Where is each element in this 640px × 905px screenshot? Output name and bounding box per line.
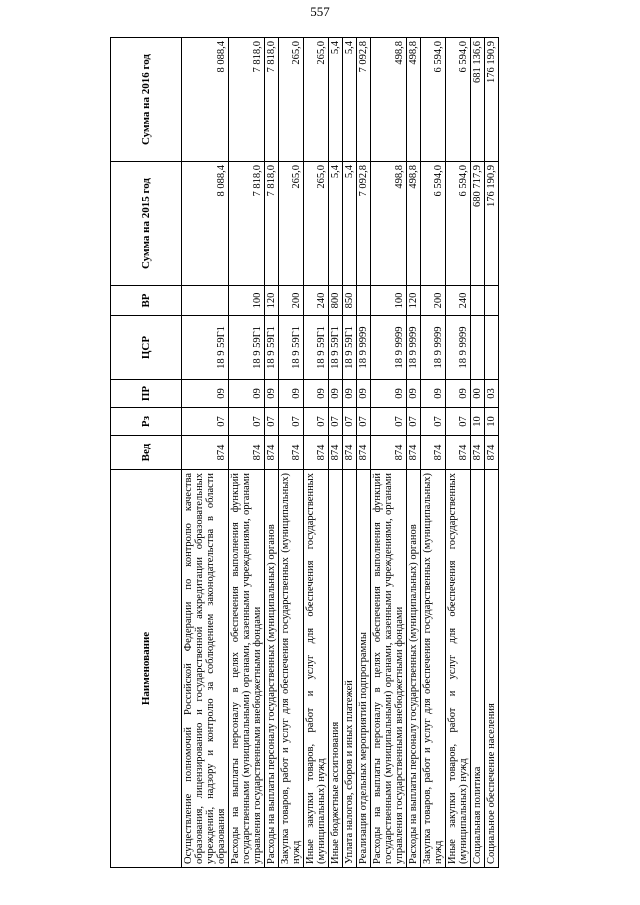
table-row	[357, 38, 371, 868]
cell-rz: 07	[343, 408, 357, 436]
cell-ved: 874	[279, 436, 304, 470]
cell-pr: 09	[421, 380, 446, 408]
cell-name: Иные закупки товаров, работ и услуг для обеспечения государственных (муниципальных) нужд	[304, 470, 329, 868]
cell-name: Расходы на выплаты персоналу в целях обеспечения выполнения функций государственными (муниципальными) органами, казенными учреждениями, органами управления государственными внебюджетными фондами	[229, 470, 265, 868]
cell-ved: 874	[421, 436, 446, 470]
cell-name: Расходы на выплаты персоналу в целях обеспечения выполнения функций государственными (муниципальными) органами, казенными учреждениями, органами управления государственными внебюджетными фондами	[371, 470, 407, 868]
cell-sum-2016: 681 136,6	[471, 38, 485, 162]
cell-csr: 18 9 59Г1	[229, 316, 265, 380]
budget-table	[110, 37, 499, 868]
cell-sum-2015: 7 818,0	[229, 162, 265, 286]
cell-pr: 09	[329, 380, 343, 408]
cell-csr: 18 9 9999	[446, 316, 471, 380]
table-row	[471, 38, 485, 868]
cell-rz: 10	[485, 408, 499, 436]
cell-name: Закупка товаров, работ и услуг для обеспечения государственных (муниципальных) нужд	[279, 470, 304, 868]
cell-csr: 18 9 9999	[421, 316, 446, 380]
cell-csr: 18 9 59Г1	[279, 316, 304, 380]
cell-rz: 07	[229, 408, 265, 436]
cell-vr: 240	[446, 286, 471, 316]
cell-rz: 07	[407, 408, 421, 436]
cell-vr: 100	[229, 286, 265, 316]
cell-ved: 874	[182, 436, 229, 470]
cell-name: Закупка товаров, работ и услуг для обеспечения государственных (муниципальных) нужд	[421, 470, 446, 868]
cell-sum-2016: 8 088,4	[182, 38, 229, 162]
cell-name: Расходы на выплаты персоналу государственных (муниципальных) органов	[265, 470, 279, 868]
table-row	[182, 38, 229, 868]
cell-ved: 874	[446, 436, 471, 470]
cell-rz: 07	[371, 408, 407, 436]
table-row	[446, 38, 471, 868]
cell-sum-2015: 7 818,0	[265, 162, 279, 286]
cell-sum-2016: 5,4	[329, 38, 343, 162]
cell-sum-2015: 8 088,4	[182, 162, 229, 286]
cell-name: Расходы на выплаты персоналу государственных (муниципальных) органов	[407, 470, 421, 868]
cell-vr: 200	[279, 286, 304, 316]
cell-sum-2016: 6 594,0	[421, 38, 446, 162]
cell-rz: 07	[279, 408, 304, 436]
table-row	[265, 38, 279, 868]
cell-ved: 874	[357, 436, 371, 470]
cell-vr	[182, 286, 229, 316]
cell-pr: 09	[265, 380, 279, 408]
cell-name: Социальная политика	[471, 470, 485, 868]
cell-vr: 200	[421, 286, 446, 316]
cell-sum-2015: 265,0	[279, 162, 304, 286]
cell-ved: 874	[407, 436, 421, 470]
cell-sum-2016: 498,8	[407, 38, 421, 162]
cell-sum-2015: 680 717,9	[471, 162, 485, 286]
header-vr: ВР	[111, 286, 182, 316]
cell-sum-2015: 498,8	[407, 162, 421, 286]
table-row	[407, 38, 421, 868]
table-header-row	[111, 38, 182, 868]
cell-sum-2016: 6 594,0	[446, 38, 471, 162]
cell-rz: 07	[329, 408, 343, 436]
cell-pr: 09	[279, 380, 304, 408]
cell-sum-2015: 176 190,9	[485, 162, 499, 286]
header-ved: Вед	[111, 436, 182, 470]
cell-sum-2015: 7 092,8	[357, 162, 371, 286]
cell-sum-2016: 5,4	[343, 38, 357, 162]
cell-ved: 874	[343, 436, 357, 470]
cell-csr: 18 9 59Г1	[182, 316, 229, 380]
cell-csr: 18 9 9999	[357, 316, 371, 380]
cell-csr: 18 9 9999	[371, 316, 407, 380]
cell-name: Иные закупки товаров, работ и услуг для обеспечения государственных (муниципальных) нужд	[446, 470, 471, 868]
table-row	[229, 38, 265, 868]
cell-rz: 07	[304, 408, 329, 436]
table-row	[304, 38, 329, 868]
cell-pr: 09	[343, 380, 357, 408]
rotated-table-container	[110, 38, 550, 868]
cell-pr: 09	[182, 380, 229, 408]
table-row	[485, 38, 499, 868]
cell-vr: 100	[371, 286, 407, 316]
cell-csr: 18 9 9999	[407, 316, 421, 380]
cell-pr: 09	[371, 380, 407, 408]
cell-vr: 120	[407, 286, 421, 316]
cell-pr: 09	[229, 380, 265, 408]
cell-csr	[471, 316, 485, 380]
cell-sum-2016: 7 818,0	[229, 38, 265, 162]
cell-name: Иные бюджетные ассигнования	[329, 470, 343, 868]
cell-rz: 10	[471, 408, 485, 436]
header-sum-2016: Сумма на 2016 год	[111, 38, 182, 162]
cell-sum-2015: 5,4	[329, 162, 343, 286]
cell-sum-2016: 265,0	[279, 38, 304, 162]
cell-sum-2015: 5,4	[343, 162, 357, 286]
cell-csr: 18 9 59Г1	[304, 316, 329, 380]
cell-csr: 18 9 59Г1	[265, 316, 279, 380]
cell-vr: 850	[343, 286, 357, 316]
cell-pr: 03	[485, 380, 499, 408]
table-row	[371, 38, 407, 868]
cell-name: Уплата налогов, сборов и иных платежей	[343, 470, 357, 868]
table-row	[421, 38, 446, 868]
cell-ved: 874	[229, 436, 265, 470]
header-rz: Рз	[111, 408, 182, 436]
header-pr: ПР	[111, 380, 182, 408]
cell-sum-2015: 6 594,0	[421, 162, 446, 286]
page-number: 557	[310, 4, 330, 19]
table-row	[279, 38, 304, 868]
cell-ved: 874	[329, 436, 343, 470]
cell-sum-2015: 498,8	[371, 162, 407, 286]
cell-vr: 120	[265, 286, 279, 316]
cell-vr	[485, 286, 499, 316]
cell-ved: 874	[304, 436, 329, 470]
header-name: Наименование	[111, 470, 182, 868]
cell-sum-2016: 265,0	[304, 38, 329, 162]
cell-ved: 874	[371, 436, 407, 470]
cell-vr	[471, 286, 485, 316]
header-csr: ЦСР	[111, 316, 182, 380]
cell-rz: 07	[182, 408, 229, 436]
cell-rz: 07	[265, 408, 279, 436]
cell-sum-2016: 7 092,8	[357, 38, 371, 162]
cell-sum-2015: 265,0	[304, 162, 329, 286]
cell-sum-2016: 498,8	[371, 38, 407, 162]
cell-csr	[485, 316, 499, 380]
cell-name: Реализация отдельных мероприятий подпрограммы	[357, 470, 371, 868]
header-sum-2015: Сумма на 2015 год	[111, 162, 182, 286]
table-row	[343, 38, 357, 868]
cell-pr: 00	[471, 380, 485, 408]
cell-sum-2016: 7 818,0	[265, 38, 279, 162]
cell-ved: 874	[265, 436, 279, 470]
cell-pr: 09	[357, 380, 371, 408]
cell-ved: 874	[485, 436, 499, 470]
cell-name: Социальное обеспечение населения	[485, 470, 499, 868]
cell-rz: 07	[421, 408, 446, 436]
cell-sum-2015: 6 594,0	[446, 162, 471, 286]
table-body	[182, 38, 499, 868]
cell-csr: 18 9 59Г1	[329, 316, 343, 380]
table-row	[329, 38, 343, 868]
cell-rz: 07	[446, 408, 471, 436]
cell-sum-2016: 176 190,9	[485, 38, 499, 162]
cell-csr: 18 9 59Г1	[343, 316, 357, 380]
cell-pr: 09	[407, 380, 421, 408]
cell-vr: 240	[304, 286, 329, 316]
cell-pr: 09	[446, 380, 471, 408]
cell-vr: 800	[329, 286, 343, 316]
cell-pr: 09	[304, 380, 329, 408]
cell-rz: 07	[357, 408, 371, 436]
cell-vr	[357, 286, 371, 316]
cell-ved: 874	[471, 436, 485, 470]
cell-name: Осуществление полномочий Российской Федерации по контролю качества образования, лицензированию и государственной аккредитации образовательных учреждений, надзору и контролю за соблюдением законодательства в области образования	[182, 470, 229, 868]
